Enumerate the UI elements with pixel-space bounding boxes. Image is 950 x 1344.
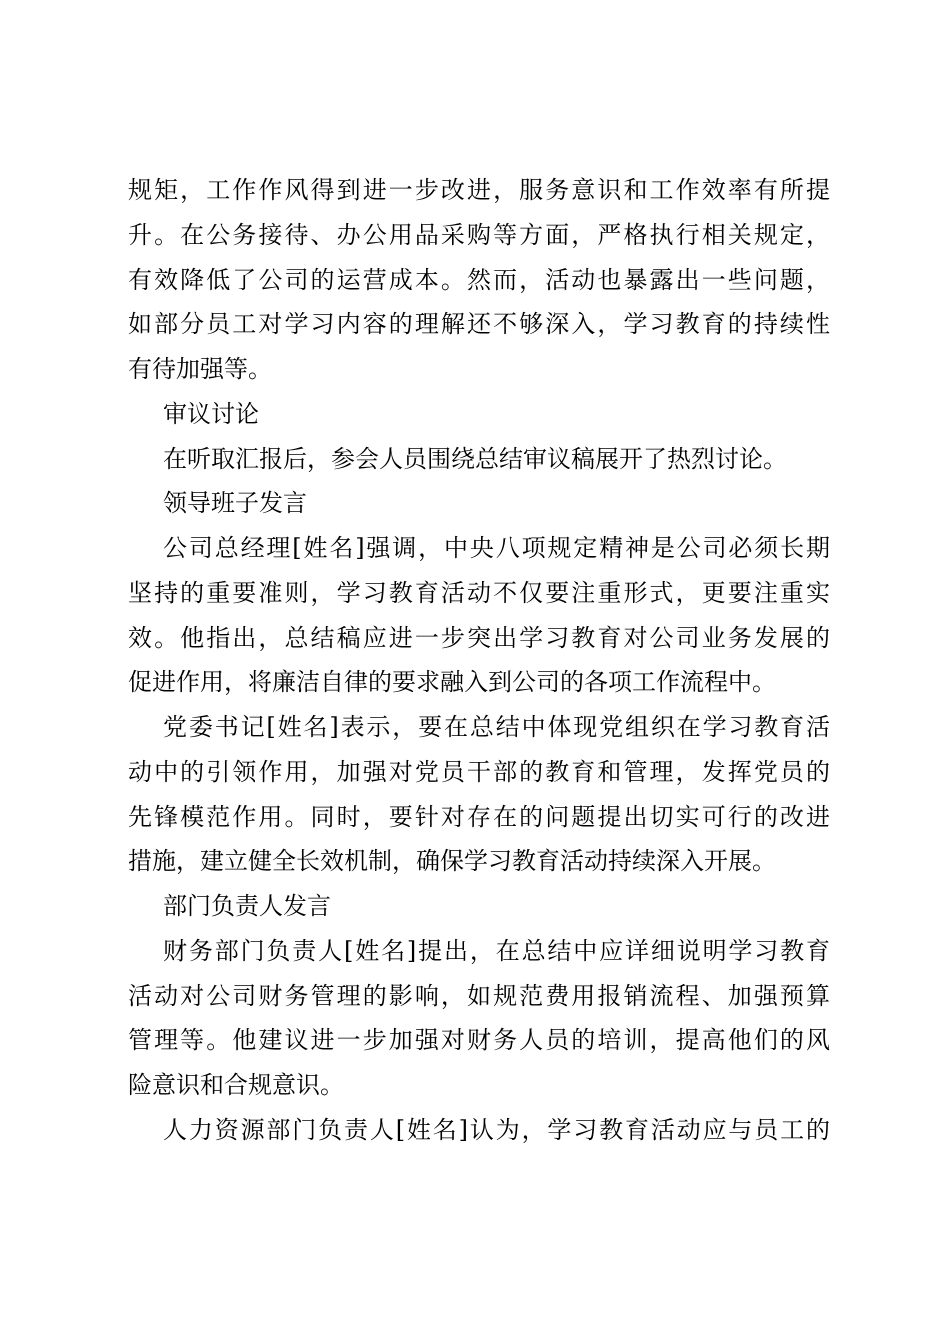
text-line: 措施，建立健全长效机制，确保学习教育活动持续深入开展。 [128,847,776,876]
text-line: 部门负责人发言 [163,892,331,920]
section-heading [128,481,830,526]
text-line: 如部分员工对学习内容的理解还不够深入，学习教育的持续性 [128,310,830,339]
text-line: 效。他指出，总结稿应进一步突出学习教育对公司业务发展的 [128,623,830,652]
text-line: 险意识和合规意识。 [128,1071,344,1099]
text-line: 活动对公司财务管理的影响，如规范费用报销流程、加强预算 [128,981,830,1010]
text-line: 动中的引领作用，加强对党员干部的教育和管理，发挥党员的 [128,757,830,786]
text-line: 财务部门负责人[姓名]提出，在总结中应详细说明学习教育 [163,936,830,965]
text-line: 公司总经理[姓名]强调，中央八项规定精神是公司必须长期 [163,534,830,562]
text-line: 在听取汇报后，参会人员围绕总结审议稿展开了热烈讨论。 [163,444,787,473]
section-heading [128,392,830,437]
text-line: 党委书记[姓名]表示，要在总结中体现党组织在学习教育活 [163,713,830,741]
text-line: 有待加强等。 [128,355,272,383]
text-line: 规矩，工作作风得到进一步改进，服务意识和工作效率有所提 [128,176,830,204]
paragraph [128,1108,830,1153]
section-heading [128,884,830,929]
paragraph [128,705,830,884]
text-line: 管理等。他建议进一步加强对财务人员的培训，提高他们的风 [128,1026,830,1055]
text-line: 人力资源部门负责人[姓名]认为，学习教育活动应与员工的 [163,1115,830,1144]
paragraph [128,437,830,482]
paragraph [128,168,830,392]
text-line: 升。在公务接待、办公用品采购等方面，严格执行相关规定， [128,220,830,249]
text-line: 坚持的重要准则，学习教育活动不仅要注重形式，更要注重实 [128,578,830,607]
document-page [128,168,830,1153]
paragraph [128,526,830,705]
text-line: 先锋模范作用。同时，要针对存在的问题提出切实可行的改进 [128,802,830,831]
paragraph [128,929,830,1108]
text-line: 领导班子发言 [163,489,307,518]
text-line: 审议讨论 [163,399,259,428]
text-line: 促进作用，将廉洁自律的要求融入到公司的各项工作流程中。 [128,668,776,697]
text-line: 有效降低了公司的运营成本。然而，活动也暴露出一些问题， [128,265,830,294]
